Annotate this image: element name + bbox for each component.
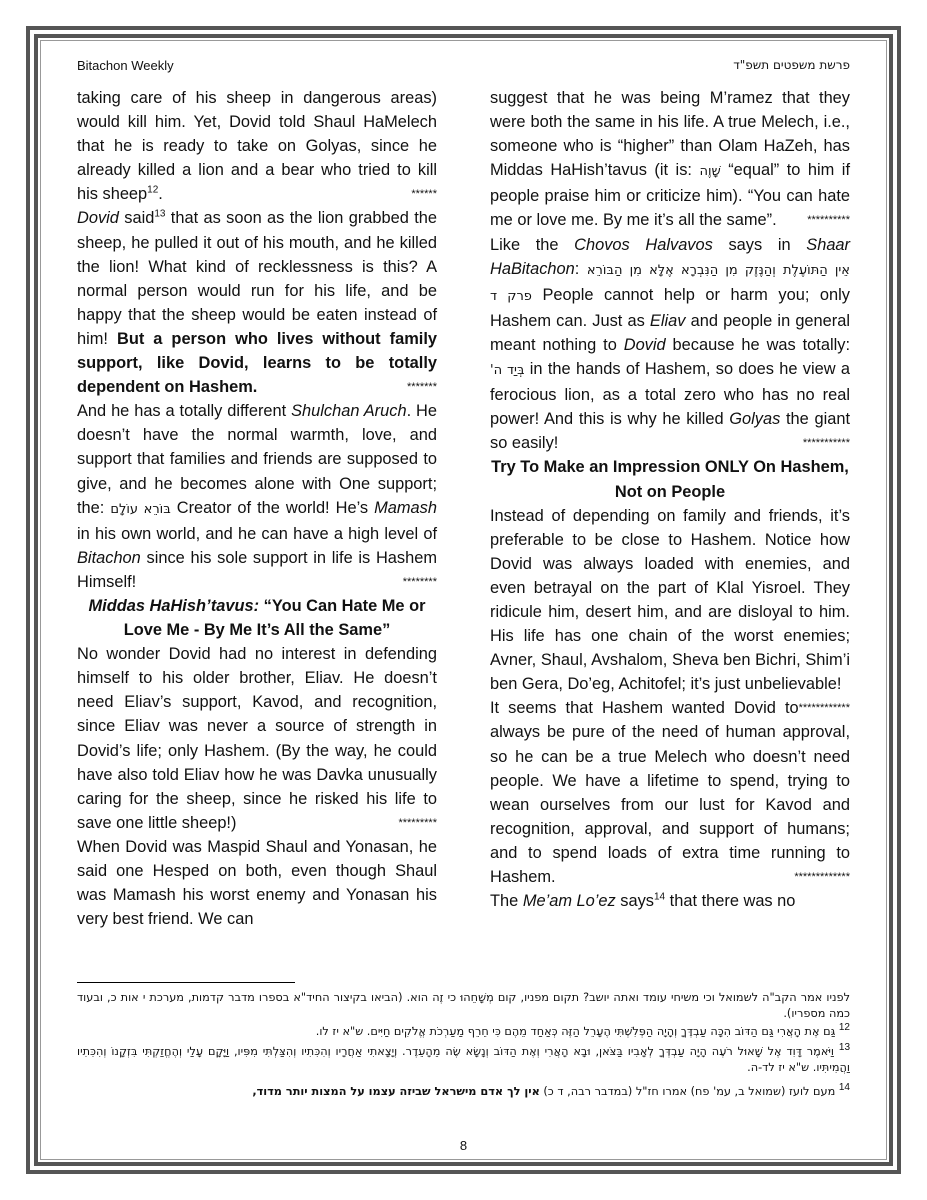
paragraph: suggest that he was being M’ramez that they were both the same in his life. A true Melech, i.e., someone who is “higher” than Olam HaZeh, has Middas HaHish’tavus (it is: שָׁוֶה “equal” to him if people praise him or criticize him). “You can hate me or love me. By me it’s all the same”. ********** — [490, 86, 850, 233]
header-publication: Bitachon Weekly — [77, 58, 174, 73]
footnote-12: $^{12}$ גַּם אֶת הָאֲרִי גַּם הַדּוֹב הִכָּה עַבְדֶּךָ וְהָיָה הַפְּלִשְׁתִּי הֶעָרֵל הַזֶּה כְּאַחַד מֵהֶם כִּי חֵרֵף מַעַרְכֹת אֱלֹקִים חַיִּים. ש"א יז לו. — [315, 1022, 850, 1038]
separator-stars: *********** — [802, 437, 850, 450]
paragraph: It seems that Hashem wanted Dovid to always be pure of the need of human approval, so he can be a true Melech who doesn’t need people. We have a lifetime to spend, trying to wean ourselves from our lust for Kavod and recognition, approval, and support of humans; and to spend loads of extra time running to Hashem. ************* — [490, 696, 850, 889]
footnote-13: $^{13}$ וַיֹּאמֶר דָּוִד אֶל שָׁאוּל רֹעֶה הָיָה עַבְדְּךָ לְאָבִיו בַּצֹּאן, וּבָא הָאֲרִי וְאֶת הַדּוֹב וְנָשָׂא שֶׂה מֵהָעֵדֶר. וְיָצָאתִי אַחֲרָיו וְהִכִּתִיו וְהִצַּלְתִּי מִפִּיו, וַיָּקָם עָלַי וְהֶחֱזַקְתִּי בִּזְקָנוֹ וְהִכִּתִיו וַהֲמִיתִּיו. ש"א יז לד-ה. — [77, 1042, 851, 1074]
paragraph: When Dovid was Maspid Shaul and Yonasan, he said one Hesped on both, even though Shaul was Mamash his worst enemy and Yonasan his very best friend. We can — [77, 837, 437, 929]
header-parsha: פרשת משפטים תשפ"ד — [733, 58, 850, 72]
separator-stars: ********* — [398, 816, 437, 829]
left-column — [77, 86, 437, 931]
paragraph: Instead of depending on family and friends, it’s preferable to be close to Hashem. Notice how Dovid was always loaded with enemies, and even betrayal on the part of Klal Yisroel. They ridicule him, desert him, and are disloyal to him. His life has one chain of the worst enemies; Avner, Shaul, Avshalom, Sheva ben Bichri, Shim’i ben Gera, Do’eg, Achitofel; it’s just unbelievable! ************ — [490, 504, 850, 697]
paragraph: Dovid said$^{13}$ that as soon as the lion grabbed the sheep, he pulled it out of his mouth, and he killed the lion! What kind of recklessness is this? A normal person would run for his life, and be happy that the sheep would be eaten instead of him! But a person who lives without family support, like Dovid, learns to be totally dependent on Hashem. ******* — [77, 206, 437, 399]
paragraph: Like the Chovos Halvavos says in Shaar HaBitachon: אֵין הַתּוֹעֶלֶת וְהַנֶּזֶק מִן הַנִּבְרָא אֶלָּא מִן הַבּוֹרֵא פרק ד People cannot help or harm you; only Hashem can. Just as Eliav and people in general meant nothing to Dovid because he was totally: בְּיַד ה' in the hands of Hashem, so does he view a ferocious lion, as a total zero who has no real power! And this is why he killed Golyas the giant so easily! *********** — [490, 233, 850, 456]
page-number: 8 — [459, 1138, 468, 1153]
section-heading: Middas HaHish’tavus: “You Can Hate Me or Love Me - By Me It’s All the Same” — [88, 596, 426, 640]
separator-stars: ******* — [407, 381, 437, 394]
footnote-14: $^{14}$ מעם לועז (שמואל ב, עמ' פח) אמרו חז"ל (במדבר רבה, ד כ) אין לך אדם מישראל שביזה עצמו על המצות יותר מדוד, — [252, 1082, 850, 1098]
paragraph: And he has a totally different Shulchan Aruch. He doesn’t have the normal warmth, love, and support that families and friends are supposed to give, and he becomes alone with One support; the: בּוֹרֵא עוֹלָם Creator of the world! He’s Mamash in his own world, and he can have a high level of Bitachon since his sole support in life is Hashem Himself! ******** — [77, 399, 437, 594]
separator-stars: ******** — [402, 575, 437, 588]
footnote-continued: לפניו אמר הקב"ה לשמואל וכי משיחי עומד ואתה יושב? תקום מפניו, קום מְשָׁחֵהוּ כי זֶה הוא. (הביאו בקיצור החיד"א בספרו מדבר קדמות, מערכת י אות כ, ובעוד כמה מספריו). — [77, 991, 850, 1020]
right-column — [490, 86, 850, 913]
separator-stars: ************* — [794, 871, 850, 883]
separator-stars: ********** — [807, 214, 850, 227]
paragraph: taking care of his sheep in dangerous areas) would kill him. Yet, Dovid told Shaul HaMelech that he is ready to take on Golyas, since he already killed a lion and a bear who tried to kill his sheep$^{12}$. ****** — [77, 86, 437, 206]
paragraph: No wonder Dovid had no interest in defending himself to his older brother, Eliav. He doesn’t need Eliav’s support, Kavod, and recognition, since Eliav was never a source of strength in Dovid’s life; only Hashem. (By the way, he could have also told Eliav how he was Davka unusually caring for the sheep, since he risked his life to save one little sheep!) ********* — [77, 642, 437, 835]
separator-stars: ****** — [411, 188, 437, 201]
paragraph: The Me’am Lo’ez says$^{14}$ that there was no — [490, 891, 796, 911]
section-heading: Try To Make an Impression ONLY On Hashem, Not on People — [491, 458, 849, 501]
footnote-rule — [77, 982, 295, 983]
separator-stars: ************ — [798, 702, 850, 715]
